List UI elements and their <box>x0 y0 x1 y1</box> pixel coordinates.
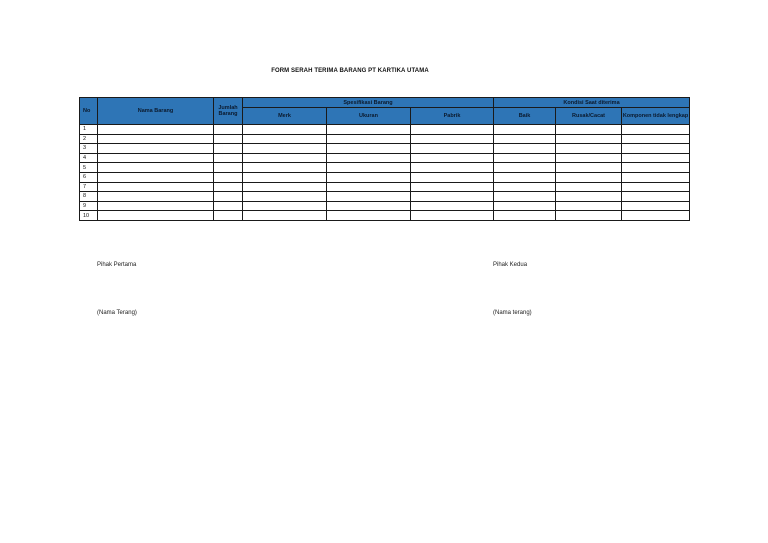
header-komponen-tidak-lengkap: Komponen tidak lengkap <box>622 108 690 125</box>
cell-merk[interactable] <box>243 201 327 211</box>
cell-rusak-cacat[interactable] <box>556 144 622 154</box>
cell-rusak-cacat[interactable] <box>556 172 622 182</box>
cell-merk[interactable] <box>243 163 327 173</box>
nama-terang-kedua: (Nama terang) <box>493 310 532 316</box>
cell-merk[interactable] <box>243 153 327 163</box>
cell-rusak-cacat[interactable] <box>556 201 622 211</box>
cell-komponen[interactable] <box>622 144 690 154</box>
cell-ukuran[interactable] <box>327 211 411 221</box>
cell-komponen[interactable] <box>622 153 690 163</box>
row-number: 6 <box>80 172 98 182</box>
cell-komponen[interactable] <box>622 211 690 221</box>
cell-pabrik[interactable] <box>411 163 494 173</box>
cell-komponen[interactable] <box>622 182 690 192</box>
table-row <box>80 172 690 182</box>
cell-komponen[interactable] <box>622 163 690 173</box>
cell-nama-barang[interactable] <box>98 211 214 221</box>
cell-ukuran[interactable] <box>327 153 411 163</box>
page-title: FORM SERAH TERIMA BARANG PT KARTIKA UTAMA <box>271 68 429 74</box>
row-number: 3 <box>80 144 98 154</box>
cell-pabrik[interactable] <box>411 144 494 154</box>
header-ukuran: Ukuran <box>327 108 411 125</box>
cell-pabrik[interactable] <box>411 201 494 211</box>
row-number: 2 <box>80 134 98 144</box>
cell-baik[interactable] <box>494 153 556 163</box>
header-baik: Baik <box>494 108 556 125</box>
cell-rusak-cacat[interactable] <box>556 163 622 173</box>
row-number: 4 <box>80 153 98 163</box>
cell-baik[interactable] <box>494 125 556 135</box>
table-row <box>80 211 690 221</box>
cell-ukuran[interactable] <box>327 125 411 135</box>
cell-baik[interactable] <box>494 134 556 144</box>
cell-ukuran[interactable] <box>327 182 411 192</box>
cell-baik[interactable] <box>494 201 556 211</box>
header-rusak-cacat: Rusak/Cacat <box>556 108 622 125</box>
cell-rusak-cacat[interactable] <box>556 134 622 144</box>
cell-merk[interactable] <box>243 134 327 144</box>
cell-pabrik[interactable] <box>411 153 494 163</box>
table-row <box>80 153 690 163</box>
cell-ukuran[interactable] <box>327 201 411 211</box>
row-number: 7 <box>80 182 98 192</box>
cell-pabrik[interactable] <box>411 182 494 192</box>
header-merk: Merk <box>243 108 327 125</box>
cell-pabrik[interactable] <box>411 125 494 135</box>
cell-baik[interactable] <box>494 172 556 182</box>
cell-nama-barang[interactable] <box>98 172 214 182</box>
cell-komponen[interactable] <box>622 192 690 202</box>
cell-baik[interactable] <box>494 182 556 192</box>
cell-jumlah-barang[interactable] <box>214 211 243 221</box>
header-nama-barang: Nama Barang <box>98 98 214 125</box>
cell-komponen[interactable] <box>622 172 690 182</box>
cell-merk[interactable] <box>243 182 327 192</box>
cell-jumlah-barang[interactable] <box>214 144 243 154</box>
cell-rusak-cacat[interactable] <box>556 211 622 221</box>
table-row <box>80 182 690 192</box>
cell-ukuran[interactable] <box>327 163 411 173</box>
cell-nama-barang[interactable] <box>98 182 214 192</box>
cell-jumlah-barang[interactable] <box>214 172 243 182</box>
cell-ukuran[interactable] <box>327 172 411 182</box>
pihak-pertama-label: Pihak Pertama <box>97 262 137 268</box>
cell-jumlah-barang[interactable] <box>214 192 243 202</box>
cell-nama-barang[interactable] <box>98 201 214 211</box>
cell-baik[interactable] <box>494 192 556 202</box>
row-number: 1 <box>80 125 98 135</box>
cell-rusak-cacat[interactable] <box>556 182 622 192</box>
cell-baik[interactable] <box>494 144 556 154</box>
cell-nama-barang[interactable] <box>98 153 214 163</box>
cell-pabrik[interactable] <box>411 134 494 144</box>
table-row <box>80 201 690 211</box>
table-row <box>80 125 690 135</box>
handover-form-table <box>79 97 690 221</box>
header-pabrik: Pabrik <box>411 108 494 125</box>
pihak-kedua-label: Pihak Kedua <box>493 262 528 268</box>
table-row <box>80 144 690 154</box>
cell-jumlah-barang[interactable] <box>214 125 243 135</box>
cell-rusak-cacat[interactable] <box>556 125 622 135</box>
table-body <box>80 125 690 221</box>
cell-jumlah-barang[interactable] <box>214 201 243 211</box>
cell-pabrik[interactable] <box>411 172 494 182</box>
header-no: No <box>80 98 98 125</box>
cell-komponen[interactable] <box>622 125 690 135</box>
cell-rusak-cacat[interactable] <box>556 192 622 202</box>
row-number: 8 <box>80 192 98 202</box>
cell-komponen[interactable] <box>622 134 690 144</box>
cell-baik[interactable] <box>494 211 556 221</box>
cell-nama-barang[interactable] <box>98 192 214 202</box>
header-spesifikasi-barang: Spesifikasi Barang <box>243 98 494 108</box>
cell-merk[interactable] <box>243 211 327 221</box>
nama-terang-pertama: (Nama Terang) <box>97 310 137 316</box>
cell-pabrik[interactable] <box>411 211 494 221</box>
cell-merk[interactable] <box>243 125 327 135</box>
header-kondisi: Kondisi Saat diterima <box>494 98 690 108</box>
table-row <box>80 134 690 144</box>
row-number: 5 <box>80 163 98 173</box>
cell-ukuran[interactable] <box>327 144 411 154</box>
cell-merk[interactable] <box>243 144 327 154</box>
cell-ukuran[interactable] <box>327 192 411 202</box>
cell-jumlah-barang[interactable] <box>214 134 243 144</box>
cell-merk[interactable] <box>243 192 327 202</box>
cell-baik[interactable] <box>494 163 556 173</box>
table-row <box>80 192 690 202</box>
header-jumlah-barang: Jumlah Barang <box>214 98 243 125</box>
cell-komponen[interactable] <box>622 201 690 211</box>
cell-nama-barang[interactable] <box>98 163 214 173</box>
cell-nama-barang[interactable] <box>98 125 214 135</box>
cell-ukuran[interactable] <box>327 134 411 144</box>
table-row <box>80 163 690 173</box>
cell-nama-barang[interactable] <box>98 144 214 154</box>
cell-jumlah-barang[interactable] <box>214 163 243 173</box>
cell-jumlah-barang[interactable] <box>214 153 243 163</box>
row-number: 9 <box>80 201 98 211</box>
cell-pabrik[interactable] <box>411 192 494 202</box>
cell-merk[interactable] <box>243 172 327 182</box>
cell-nama-barang[interactable] <box>98 134 214 144</box>
cell-rusak-cacat[interactable] <box>556 153 622 163</box>
row-number: 10 <box>80 211 98 221</box>
cell-jumlah-barang[interactable] <box>214 182 243 192</box>
